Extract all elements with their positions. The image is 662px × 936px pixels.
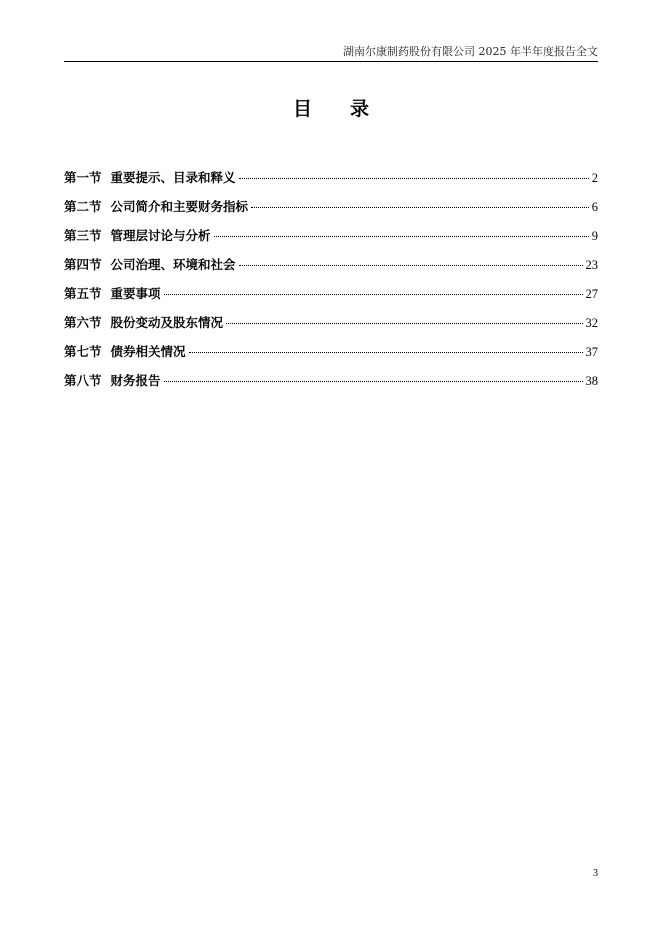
- toc-section-number: 第二节: [64, 199, 102, 214]
- toc-entry[interactable]: [64, 168, 598, 197]
- toc-section-title: 财务报告: [110, 373, 161, 388]
- toc-section-number: 第七节: [64, 344, 102, 359]
- toc-section-title: 重要提示、目录和释义: [110, 170, 236, 185]
- toc-section-title: 重要事项: [110, 286, 161, 301]
- toc-entry[interactable]: [64, 197, 598, 226]
- toc-section-number: 第一节: [64, 170, 102, 185]
- toc-section-title: 股份变动及股东情况: [110, 315, 224, 330]
- toc-page-number: 2: [591, 171, 598, 185]
- toc-dot-leader: [164, 294, 583, 295]
- toc-page-number: 38: [585, 374, 598, 388]
- page-title: 目录: [292, 98, 407, 120]
- header-divider: [64, 61, 598, 62]
- toc-dot-leader: [214, 236, 589, 237]
- toc-section-title: 管理层讨论与分析: [110, 228, 211, 243]
- toc-dot-leader: [164, 381, 583, 382]
- toc-dot-leader: [239, 265, 583, 266]
- running-header: 湖南尔康制药股份有限公司 2025 年半年度报告全文: [343, 45, 598, 58]
- page-number: 3: [593, 868, 598, 879]
- toc-section-number: 第三节: [64, 228, 102, 243]
- toc-entry[interactable]: [64, 342, 598, 371]
- toc-entry[interactable]: [64, 226, 598, 255]
- toc-dot-leader: [239, 178, 589, 179]
- toc-section-number: 第六节: [64, 315, 102, 330]
- toc-page-number: 27: [585, 287, 598, 301]
- toc-section-title: 债券相关情况: [110, 344, 186, 359]
- toc-page-number: 32: [585, 316, 598, 330]
- table-of-contents: [64, 168, 598, 400]
- toc-entry[interactable]: [64, 255, 598, 284]
- toc-entry[interactable]: [64, 313, 598, 342]
- toc-entry[interactable]: [64, 371, 598, 400]
- toc-page-number: 23: [585, 258, 598, 272]
- toc-section-number: 第五节: [64, 286, 102, 301]
- toc-section-number: 第八节: [64, 373, 102, 388]
- toc-page-number: 6: [591, 200, 598, 214]
- toc-section-number: 第四节: [64, 257, 102, 272]
- toc-section-title: 公司治理、环境和社会: [110, 257, 236, 272]
- toc-dot-leader: [189, 352, 583, 353]
- toc-page-number: 9: [591, 229, 598, 243]
- toc-section-title: 公司简介和主要财务指标: [110, 199, 249, 214]
- toc-dot-leader: [251, 207, 589, 208]
- toc-dot-leader: [226, 323, 582, 324]
- toc-page-number: 37: [585, 345, 598, 359]
- toc-entry[interactable]: [64, 284, 598, 313]
